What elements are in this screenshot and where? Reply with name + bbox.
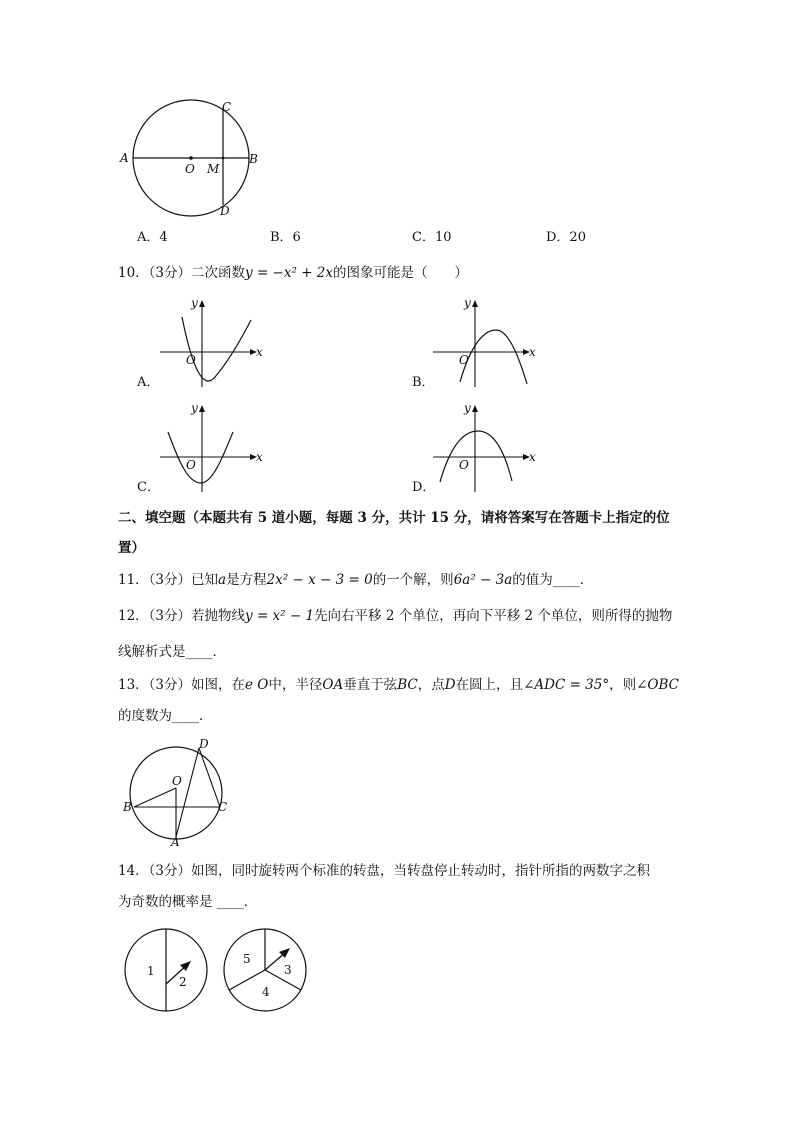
q13-point-d-label: D <box>199 737 209 751</box>
q13-mid2: 垂直于弦 <box>343 677 398 693</box>
q13-point-o-label: O <box>172 774 182 788</box>
point-m-label: M <box>207 162 220 176</box>
q10-option-b[interactable]: B． <box>412 375 435 390</box>
q13-text-line2: 的度数为____． <box>118 708 213 724</box>
graph-b-x-label: x <box>529 345 536 359</box>
q13-mid4: 在圆上，且 <box>455 677 524 693</box>
graph-c-x-label: x <box>256 450 263 464</box>
q12-text-line1 <box>118 606 672 626</box>
q11-pre: 11．（3分）已知 <box>118 572 219 588</box>
q10-graph-b <box>428 292 543 392</box>
q13-circle-figure <box>118 735 238 847</box>
graph-d-y-label: y <box>464 401 471 415</box>
q13-oa: OA <box>322 677 344 693</box>
q13-obc: ∠OBC <box>636 677 679 693</box>
q13-circle: e O <box>245 677 269 693</box>
q9-option-c[interactable]: C．10 <box>412 230 452 245</box>
q12-post: 先向右平移 2 个单位，再向下平移 2 个单位，则所得的抛物 <box>314 608 673 624</box>
q13-mid3: ，点 <box>417 677 445 693</box>
graph-d-x-label: x <box>529 450 536 464</box>
q9-option-d[interactable]: D．20 <box>546 230 586 245</box>
spinner2-sector-5: 5 <box>243 952 251 966</box>
q13-mid: 中，半径 <box>268 677 323 693</box>
graph-d-origin-label: O <box>459 458 469 472</box>
q13-angle: ∠ADC = 35° <box>523 677 610 693</box>
q12-pre: 12．（3分）若抛物线 <box>118 608 246 624</box>
q9-option-a[interactable]: A．4 <box>137 230 168 245</box>
q13-point-c-label: C <box>218 800 228 814</box>
q13-bc: BC <box>397 677 418 693</box>
graph-b-y-label: y <box>464 296 471 310</box>
q10-graph-a <box>155 292 270 392</box>
spinner1-sector-2: 2 <box>179 975 187 989</box>
q11-expression: 6a² − 3a <box>453 572 513 588</box>
point-a-label: A <box>120 151 129 165</box>
point-c-label: C <box>222 100 232 114</box>
q9-option-b[interactable]: B．6 <box>270 230 301 245</box>
spinner2-sector-4: 4 <box>262 985 270 999</box>
q13-point-b-label: B <box>123 800 132 814</box>
q12-text-line2: 线解析式是____． <box>118 644 226 660</box>
spinner2-sector-3: 3 <box>284 963 292 977</box>
point-o-label: O <box>185 162 195 176</box>
point-d-label: D <box>220 204 230 218</box>
q14-spinners-figure <box>118 925 318 1020</box>
q10-graph-d <box>428 397 543 497</box>
q11-equation: 2x² − x − 3 = 0 <box>266 572 373 588</box>
q10-stem-pre: 10．（3分）二次函数 <box>118 265 246 281</box>
q13-pre: 13．（3分）如图，在 <box>118 677 246 693</box>
q10-formula: y = −x² + 2x <box>245 265 333 281</box>
graph-a-origin-label: O <box>186 353 196 367</box>
graph-c-origin-label: O <box>186 458 196 472</box>
q10-stem-post: 的图象可能是（ ） <box>333 265 468 281</box>
section2-heading-line1: 二、填空题（本题共有 5 道小题，每题 3 分，共计 15 分，请将答案写在答题卡上指定的位 <box>118 510 670 526</box>
q13-text-line1 <box>118 675 679 695</box>
q10-option-c[interactable]: C． <box>137 480 160 495</box>
q11-mid2: 的一个解，则 <box>372 572 454 588</box>
q11-post: 的值为____． <box>512 572 594 588</box>
q13-point-a-label: A <box>171 835 180 847</box>
q11-var: a <box>218 572 227 588</box>
q9-circle-figure <box>115 95 275 225</box>
q11-mid: 是方程 <box>226 572 267 588</box>
q12-equation: y = x² − 1 <box>245 608 315 624</box>
spinner1-sector-1: 1 <box>147 964 155 978</box>
q14-text-line1: 14．（3分）如图，同时旋转两个标准的转盘，当转盘停止转动时，指针所指的两数字之积 <box>118 863 651 879</box>
graph-a-x-label: x <box>256 345 263 359</box>
q10-graph-c <box>155 397 270 497</box>
q10-option-a[interactable]: A． <box>137 375 160 390</box>
q13-mid5: ，则 <box>609 677 637 693</box>
q10-option-d[interactable]: D． <box>412 480 436 495</box>
point-b-label: B <box>249 152 258 166</box>
q10-stem <box>118 263 468 283</box>
graph-b-origin-label: O <box>459 353 469 367</box>
q11-text <box>118 570 593 590</box>
graph-c-y-label: y <box>191 401 198 415</box>
q13-d: D <box>444 677 456 693</box>
graph-a-y-label: y <box>191 296 198 310</box>
section2-heading-line2: 置） <box>118 540 145 556</box>
q14-text-line2: 为奇数的概率是 ____． <box>118 894 258 910</box>
